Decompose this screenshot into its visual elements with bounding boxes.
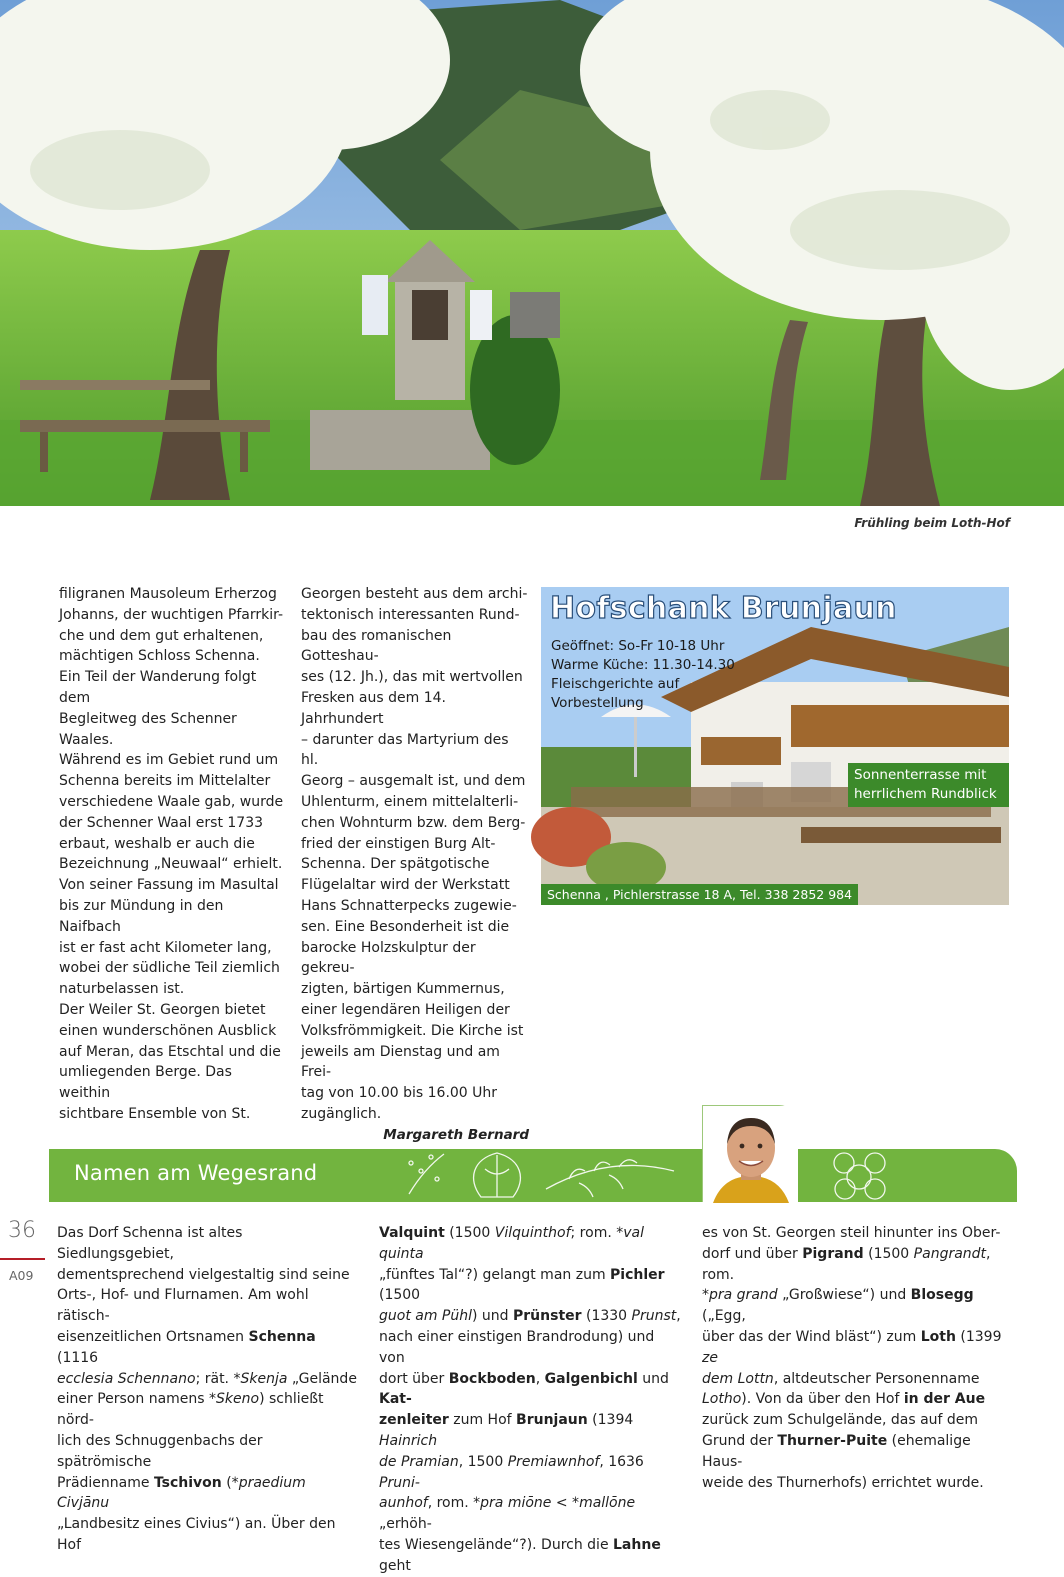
text-line: wobei der südliche Teil ziemlich (59, 960, 280, 977)
text-line: bau des romanischen Gotteshau- (301, 627, 452, 665)
text-line: Der Weiler St. Georgen bietet (59, 1001, 266, 1018)
text-line: ses (12. Jh.), das mit wertvollen (301, 669, 523, 686)
advert-address: Schenna , Pichlerstrasse 18 A, Tel. 338 2852 984 (541, 884, 858, 905)
text-line: Schenna bereits im Mittelalter (59, 773, 271, 790)
avatar (703, 1106, 798, 1203)
advert-hours (551, 637, 735, 713)
text-line: Begleitweg des Schenner Waales. (59, 710, 237, 748)
text-line: Valquint (1500 Vilquinthof; rom. *val quinta (379, 1225, 644, 1262)
text-line: dem Lottn, altdeutscher Personenname (702, 1370, 980, 1387)
text-line: aunhof, rom. *pra miōne < *mallōne „erhöh- (379, 1495, 636, 1533)
text-line: umliegenden Berge. Das weithin (59, 1064, 232, 1102)
page-rule (0, 1258, 45, 1260)
photo-caption: Frühling beim Loth-Hof (854, 516, 1010, 530)
text-line: *pra grand „Großwiese“) und Blosegg („Egg, (702, 1287, 974, 1325)
text-line: de Pramian, 1500 Premiawnhof, 1636 Pruni- (379, 1453, 644, 1491)
text-line: barocke Holzskulptur der gekreu- (301, 939, 476, 977)
text-line: Grund der Thurner-Puite (ehemalige Haus- (702, 1432, 971, 1470)
text-line: sichtbare Ensemble von St. (59, 1105, 251, 1122)
advert-info-line: Fleischgerichte auf (551, 676, 680, 692)
text-line: Das Dorf Schenna ist altes Siedlungsgebiet, (57, 1225, 243, 1262)
hero-photo (0, 0, 1064, 506)
text-line: Hans Schnatterpecks zugewie- (301, 897, 517, 914)
badge-line: herrlichem Rundblick (854, 786, 997, 802)
text-line: Flügelaltar wird der Werkstatt (301, 877, 510, 894)
banner-title: Namen am Wegesrand (74, 1161, 318, 1185)
text-line: Georgen besteht aus dem archi- (301, 586, 528, 602)
advert-photo (541, 587, 1009, 905)
text-line: Fresken aus dem 14. Jahrhundert (301, 689, 446, 727)
advert-info-line: Vorbestellung (551, 695, 644, 711)
text-line: einer legendären Heiligen der (301, 1001, 510, 1018)
names-column-2 (379, 1223, 684, 1577)
text-line: auf Meran, das Etschtal und die (59, 1043, 281, 1060)
text-line: Prädienname Tschivon (*praedium Civjānu (57, 1474, 306, 1512)
text-line: ist er fast acht Kilometer lang, (59, 939, 272, 956)
text-line: Orts-, Hof- und Flurnamen. Am wohl rätisch- (57, 1287, 309, 1325)
text-line: ecclesia Schennano; rät. *Skenja „Gelände (57, 1370, 357, 1387)
text-line: zugänglich. (301, 1105, 382, 1122)
text-line: naturbelassen ist. (59, 981, 185, 998)
text-line: mächtigen Schloss Schenna. (59, 648, 260, 665)
text-line: erbaut, weshalb er auch die (59, 835, 255, 852)
text-line: Uhlenturm, einem mittelalterli- (301, 793, 519, 810)
text-line: tag von 10.00 bis 16.00 Uhr (301, 1085, 498, 1102)
advert-info-line: Warme Küche: 11.30-14.30 (551, 657, 735, 673)
text-line: nach einer einstigen Brandrodung) und von (379, 1328, 655, 1366)
text-line: bis zur Mündung in den Naifbach (59, 897, 224, 935)
text-line: tes Wiesengelände“?). Durch die Lahne geht (379, 1536, 661, 1574)
text-line: weide des Thurnerhofs) errichtet wurde. (702, 1474, 984, 1491)
names-column-3 (702, 1223, 1012, 1493)
text-line: filigranen Mausoleum Erherzog (59, 586, 277, 602)
text-line: Ein Teil der Wanderung folgt dem (59, 669, 257, 706)
text-line: dorf und über Pigrand (1500 Pangrandt, rom. (702, 1245, 991, 1283)
text-line: sen. Eine Besonderheit ist die (301, 918, 510, 935)
text-line: dementsprechend vielgestaltig sind seine (57, 1266, 350, 1283)
text-line: zurück zum Schulgelände, das auf dem (702, 1412, 979, 1429)
text-line: guot am Pühl) und Prünster (1330 Prunst, (379, 1308, 681, 1325)
text-line: Lotho). Von da über den Hof in der Aue (702, 1391, 986, 1408)
terrace-badge (848, 763, 1009, 807)
text-line: „fünftes Tal“?) gelangt man zum Pichler (1500 (379, 1266, 665, 1304)
text-line: zigten, bärtigen Kummernus, (301, 981, 505, 998)
text-line: Georg – ausgemalt ist, und dem (301, 773, 526, 790)
text-line: „Landbesitz eines Civius“) an. Über den Hof (57, 1516, 336, 1553)
section-banner (49, 1149, 1017, 1202)
article-column-2 (301, 584, 529, 1146)
page-number: 36 (8, 1218, 36, 1243)
text-line: chen Wohnturm bzw. dem Berg- (301, 814, 526, 831)
text-line: Während es im Gebiet rund um (59, 752, 279, 769)
advert-info-line: Geöffnet: So-Fr 10-18 Uhr (551, 638, 725, 654)
text-line: fried der einstigen Burg Alt- (301, 835, 496, 852)
article-column-1 (59, 584, 284, 1125)
text-line: über das der Wind bläst“) zum Loth (1399 ze (702, 1328, 1002, 1366)
text-line: tektonisch interessanten Rund- (301, 606, 520, 623)
hofschank-advert (541, 587, 1009, 905)
advert-title: Hofschank Brunjaun (550, 591, 897, 626)
text-line: zenleiter zum Hof Brunjaun (1394 Hainrich (379, 1412, 634, 1449)
text-line: lich des Schnuggenbachs der spätrömische (57, 1432, 263, 1470)
text-line: eisenzeitlichen Ortsnamen Schenna (1116 (57, 1328, 316, 1366)
text-line: jeweils am Dienstag und am Frei- (301, 1043, 500, 1081)
text-line: Schenna. Der spätgotische (301, 856, 490, 873)
text-line: Volksfrömmigkeit. Die Kirche ist (301, 1022, 524, 1039)
names-column-1 (57, 1223, 357, 1556)
text-line: es von St. Georgen steil hinunter ins Ober- (702, 1225, 1001, 1241)
text-line: der Schenner Waal erst 1733 (59, 814, 264, 831)
author-name: Margareth Bernard (383, 1126, 529, 1143)
text-line: Bezeichnung „Neuwaal“ erhielt. (59, 856, 283, 873)
page-code: A09 (9, 1268, 34, 1283)
badge-line: Sonnenterrasse mit (854, 767, 987, 783)
text-line: Von seiner Fassung im Masultal (59, 877, 279, 894)
text-line: verschiedene Waale gab, wurde (59, 793, 284, 810)
text-line: che und dem gut erhaltenen, (59, 627, 264, 644)
text-line: Johanns, der wuchtigen Pfarrkir- (59, 606, 284, 623)
text-line: einen wunderschönen Ausblick (59, 1022, 277, 1039)
author-portrait (702, 1105, 797, 1202)
text-line: einer Person namens *Skeno) schließt nörd- (57, 1391, 324, 1429)
text-line: dort über Bockboden, Galgenbichl und Kat- (379, 1370, 669, 1408)
text-line: – darunter das Martyrium des hl. (301, 731, 509, 769)
